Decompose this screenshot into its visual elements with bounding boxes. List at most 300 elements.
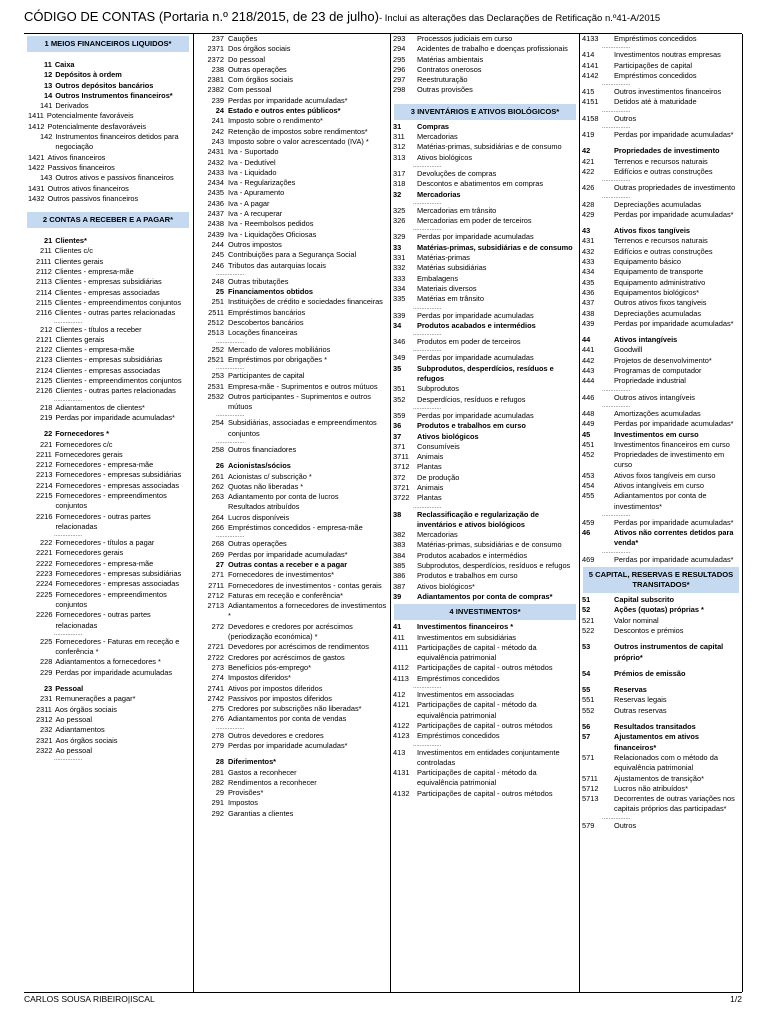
document-header xyxy=(24,8,754,30)
account-label: Ativos não correntes detidos para venda* xyxy=(614,528,734,548)
account-row xyxy=(194,55,390,65)
account-row xyxy=(194,328,390,338)
account-row xyxy=(391,132,579,142)
account-code: 229 xyxy=(40,667,53,677)
account-row xyxy=(194,513,390,523)
account-code: 54 xyxy=(582,668,591,678)
account-label: Iva - Dedutível xyxy=(228,157,276,167)
account-code: 23 xyxy=(44,684,53,694)
account-code: 2116 xyxy=(36,308,52,318)
account-label: Subprodutos, desperdícios, resíduos e refugos xyxy=(417,561,571,571)
account-row xyxy=(24,163,192,173)
account-label: Outros xyxy=(614,113,637,123)
account-label: Clientes - empresas associadas xyxy=(55,365,161,375)
account-label: Fornecedores - empresas associadas xyxy=(55,480,180,490)
account-code: 421 xyxy=(582,156,595,166)
account-row xyxy=(580,114,742,124)
ellipsis-divider: ................. xyxy=(413,199,442,206)
account-label: Produtos e trabalhos em curso xyxy=(417,571,518,581)
account-row xyxy=(24,538,192,548)
account-row xyxy=(194,798,390,808)
account-label: Perdas por imparidade acumuladas xyxy=(417,310,534,320)
account-code: 232 xyxy=(40,725,53,735)
account-code: 449 xyxy=(582,419,595,429)
account-code: 4113 xyxy=(393,673,409,683)
account-label: Empréstimos bancários xyxy=(228,307,306,317)
account-code: 279 xyxy=(211,741,224,750)
account-label: Resultados transitados xyxy=(614,722,696,732)
account-label: Animais xyxy=(417,482,444,492)
account-label: Instituições de crédito e sociedades financeiras xyxy=(228,297,383,307)
account-code: 2439 xyxy=(207,229,224,239)
account-label: Plantas xyxy=(417,493,442,503)
account-label: Plantas xyxy=(417,462,442,472)
account-row xyxy=(194,147,390,157)
account-code: 266 xyxy=(211,523,224,533)
account-label: Empréstimos por obrigações * xyxy=(228,354,327,364)
account-row xyxy=(580,278,742,288)
account-code: 294 xyxy=(393,44,406,54)
account-code: 143 xyxy=(40,173,53,183)
account-row xyxy=(24,236,192,246)
account-label: Iva - Reembolsos pedidos xyxy=(228,219,314,229)
account-row xyxy=(24,184,192,194)
ellipsis-divider: ................. xyxy=(413,347,442,354)
account-code: 2721 xyxy=(207,642,224,652)
account-label: Fornecedores - empresa-mãe xyxy=(55,558,154,568)
account-row xyxy=(580,669,742,679)
account-label: Matérias-primas, subsidiárias e de consumo xyxy=(417,242,573,252)
account-code: 253 xyxy=(211,371,224,381)
ellipsis-divider: ................. xyxy=(602,814,631,821)
account-label: Outros ativos e passivos financeiros xyxy=(55,173,174,183)
account-code: 2322 xyxy=(36,745,53,755)
ellipsis-divider: ................. xyxy=(413,162,442,169)
account-row xyxy=(24,111,192,121)
account-label: Mercadorias em trânsito xyxy=(417,205,497,215)
account-label: Contribuições para a Segurança Social xyxy=(228,250,357,260)
account-row xyxy=(391,700,579,721)
account-row xyxy=(24,132,192,153)
account-code: 276 xyxy=(211,714,224,724)
account-label: Clientes c/c xyxy=(54,246,93,256)
account-row xyxy=(194,570,390,580)
account-label: Outras operações xyxy=(228,64,287,74)
account-code: 254 xyxy=(211,418,224,428)
account-label: Gastos a reconhecer xyxy=(228,767,297,777)
account-code: 292 xyxy=(211,808,224,818)
account-row xyxy=(194,127,390,137)
account-label: Fornecedores de investimentos* xyxy=(228,570,334,580)
account-code: 14 xyxy=(44,90,53,100)
ellipsis-divider: ................. xyxy=(413,684,442,691)
account-code: 241 xyxy=(211,116,224,126)
account-code: 2122 xyxy=(36,345,53,355)
account-code: 282 xyxy=(211,777,224,787)
account-row xyxy=(580,130,742,140)
account-code: 332 xyxy=(393,263,406,273)
account-row xyxy=(391,789,579,799)
account-code: 272 xyxy=(211,621,224,631)
account-row xyxy=(391,432,579,442)
ellipsis-divider: ................. xyxy=(602,548,631,555)
account-code: 1422 xyxy=(28,162,45,172)
account-label: Amortizações acumuladas xyxy=(614,408,701,418)
account-code: 3711 xyxy=(393,452,409,462)
account-row xyxy=(580,528,742,549)
account-label: Capital subscrito xyxy=(614,595,674,605)
account-label: Fornecedores gerais xyxy=(55,548,124,558)
account-code: 13 xyxy=(44,80,53,90)
account-label: Desperdícios, resíduos e refugos xyxy=(417,394,526,404)
account-code: 2431 xyxy=(207,147,224,157)
account-code: 431 xyxy=(582,236,595,246)
account-row xyxy=(24,122,192,132)
account-code: 1412 xyxy=(28,121,45,131)
account-code: 2722 xyxy=(207,652,224,662)
account-label: Potencialmente favoráveis xyxy=(46,111,134,121)
account-code: 432 xyxy=(582,246,595,256)
account-row xyxy=(391,540,579,550)
account-label: Com pessoal xyxy=(228,85,272,95)
account-label: Propriedades de investimento xyxy=(614,146,720,156)
account-code: 53 xyxy=(582,642,591,652)
account-code: 2433 xyxy=(207,167,224,177)
account-row xyxy=(580,309,742,319)
account-label: Perdas por imparidade acumuladas* xyxy=(55,412,175,422)
account-label: Propriedades de investimento em curso xyxy=(614,450,725,470)
account-row xyxy=(194,560,390,570)
account-code: 248 xyxy=(211,276,224,286)
account-label: Fornecedores de investimentos - contas gerais xyxy=(228,580,382,590)
column-1 xyxy=(24,34,192,992)
account-label: Produtos em poder de terceiros xyxy=(417,337,521,347)
account-code: 274 xyxy=(211,673,224,683)
account-label: Outros participantes - Suprimentos e outros mútuos xyxy=(228,391,371,412)
ellipsis-divider: ................. xyxy=(413,226,442,233)
account-code: 55 xyxy=(582,685,591,695)
account-label: Adiantamentos por conta de compras* xyxy=(417,591,553,601)
account-code: 271 xyxy=(211,570,224,580)
account-code: 2114 xyxy=(36,287,52,297)
account-row xyxy=(194,714,390,724)
account-label: Perdas por imparidade acumuladas* xyxy=(228,95,348,105)
account-code: 2432 xyxy=(207,157,224,167)
account-row xyxy=(580,794,742,815)
account-label: Terrenos e recursos naturais xyxy=(614,236,708,246)
account-row xyxy=(391,561,579,571)
account-label: Outras operações xyxy=(228,539,287,549)
account-code: 258 xyxy=(211,444,224,454)
account-label: Aos órgãos sociais xyxy=(55,735,118,745)
account-code: 4158 xyxy=(582,113,599,123)
account-code: 387 xyxy=(393,581,406,591)
account-label: Adiantamentos de clientes* xyxy=(55,402,145,412)
account-label: Provisões* xyxy=(228,788,264,798)
account-row xyxy=(194,741,390,751)
account-code: 2321 xyxy=(36,735,53,745)
account-row xyxy=(194,704,390,714)
account-label: Outras propriedades de investimento xyxy=(614,183,736,193)
account-label: Participações de capital - método da equivalência patrimonial xyxy=(417,642,537,663)
account-row xyxy=(391,34,579,44)
account-label: Perdas por imparidade acumuladas* xyxy=(614,517,734,527)
account-row xyxy=(580,97,742,107)
account-code: 2741 xyxy=(207,683,224,693)
account-row xyxy=(580,722,742,732)
account-label: Mercadorias xyxy=(417,132,458,142)
account-label: Ativos fixos tangíveis xyxy=(614,226,690,236)
account-row xyxy=(194,472,390,482)
account-row xyxy=(194,34,390,44)
account-code: 414 xyxy=(582,50,595,60)
account-label: Credores por acréscimos de gastos xyxy=(228,652,345,662)
account-code: 2742 xyxy=(207,693,224,703)
account-label: Clientes - empresas subsidiárias xyxy=(55,355,163,365)
account-code: 433 xyxy=(582,257,595,267)
account-label: Iva - A recuperar xyxy=(228,209,283,219)
account-label: Compras xyxy=(417,121,450,131)
account-label: Projetos de desenvolvimento* xyxy=(614,355,712,365)
ellipsis-divider: ................. xyxy=(602,81,631,88)
account-code: 428 xyxy=(582,199,595,209)
account-row xyxy=(194,85,390,95)
account-row xyxy=(391,582,579,592)
account-code: 263 xyxy=(211,492,224,502)
account-label: Fornecedores gerais xyxy=(54,449,123,459)
account-code: 2311 xyxy=(36,704,52,714)
account-label: Ao pessoal xyxy=(55,745,93,755)
account-row xyxy=(194,250,390,260)
account-code: 325 xyxy=(393,205,406,215)
account-code: 521 xyxy=(582,615,595,625)
account-code: 439 xyxy=(582,318,595,328)
account-code: 2372 xyxy=(207,54,224,64)
account-code: 4121 xyxy=(393,700,410,710)
account-row xyxy=(24,298,192,308)
ellipsis-divider: ................. xyxy=(216,724,245,731)
account-label: Iva - Liquidações Oficiosas xyxy=(228,229,317,239)
account-row xyxy=(580,356,742,366)
account-row xyxy=(580,518,742,528)
account-label: Perdas por imparidade acumuladas* xyxy=(614,554,734,564)
ellipsis-divider: ................. xyxy=(54,756,83,763)
account-label: Devoluções de compras xyxy=(417,168,497,178)
account-label: Produtos acabados e intermédios xyxy=(417,320,536,330)
account-code: 142 xyxy=(40,132,53,142)
account-label: Iva - Regularizações xyxy=(228,178,296,188)
account-label: Perdas por imparidade acumuladas* xyxy=(228,741,348,750)
account-code: 51 xyxy=(582,595,591,605)
account-label: Empréstimos concedidos xyxy=(417,731,500,741)
account-label: Descontos e abatimentos em compras xyxy=(417,179,544,189)
account-code: 56 xyxy=(582,722,591,732)
account-label: Rendimentos a reconhecer xyxy=(228,777,317,787)
account-code: 4123 xyxy=(393,731,410,741)
account-code: 454 xyxy=(582,480,595,490)
account-row xyxy=(391,44,579,54)
account-row xyxy=(580,226,742,236)
account-code: 29 xyxy=(215,788,224,798)
account-label: Iva - Suportado xyxy=(228,147,279,157)
account-row xyxy=(580,236,742,246)
account-row xyxy=(194,788,390,798)
account-label: Mercadorias em poder de terceiros xyxy=(417,216,532,226)
account-label: Adiantamentos por conta de vendas xyxy=(228,714,347,724)
account-label: Ativos por impostos diferidos xyxy=(228,683,323,693)
account-code: 346 xyxy=(393,337,406,347)
account-row xyxy=(580,298,742,308)
account-row xyxy=(24,579,192,589)
account-row xyxy=(580,616,742,626)
account-code: 4151 xyxy=(582,97,599,107)
account-label: Investimentos em curso xyxy=(614,429,699,439)
account-code: 333 xyxy=(393,273,406,283)
ellipsis-divider: ................. xyxy=(54,532,83,539)
account-code: 291 xyxy=(211,798,224,808)
account-row xyxy=(580,706,742,716)
account-row xyxy=(194,757,390,767)
account-row xyxy=(580,157,742,167)
account-label: Reservas legais xyxy=(614,695,667,705)
ellipsis-divider: ................. xyxy=(54,630,83,637)
account-row xyxy=(391,622,579,632)
account-code: 27 xyxy=(215,559,224,569)
account-code: 469 xyxy=(582,554,595,564)
account-code: 383 xyxy=(393,540,406,550)
account-row xyxy=(24,470,192,480)
account-label: Imposto sobre o valor acrescentado (IVA) * xyxy=(228,136,369,146)
account-label: Ajustamentos em ativos financeiros* xyxy=(614,732,700,752)
account-row xyxy=(194,684,390,694)
account-label: Clientes* xyxy=(55,236,87,246)
account-label: Perdas por imparidade acumuladas xyxy=(417,232,534,242)
account-label: Participações de capital - método da equivalência patrimonial xyxy=(417,768,537,788)
account-label: Perdas por imparidade acumuladas* xyxy=(614,209,734,219)
account-label: Empréstimos concedidos - empresa-mãe xyxy=(228,523,363,533)
account-label: Passivos financeiros xyxy=(47,162,115,172)
account-code: 38 xyxy=(393,509,402,519)
account-code: 4111 xyxy=(393,642,409,652)
account-row xyxy=(194,345,390,355)
account-code: 269 xyxy=(211,549,224,559)
account-code: 422 xyxy=(582,166,595,176)
account-row xyxy=(24,345,192,355)
account-row xyxy=(194,371,390,381)
account-row xyxy=(194,158,390,168)
account-row xyxy=(580,61,742,71)
account-row xyxy=(391,592,579,602)
account-code: 419 xyxy=(582,130,595,140)
account-row xyxy=(580,450,742,471)
ellipsis-divider: ................. xyxy=(602,193,631,200)
account-row xyxy=(580,409,742,419)
account-row xyxy=(24,512,192,533)
account-row xyxy=(580,419,742,429)
account-code: 2125 xyxy=(36,376,53,386)
ellipsis-divider: ................. xyxy=(216,438,245,445)
account-code: 2434 xyxy=(207,178,224,188)
account-label: Investimentos em entidades conjuntamente controladas xyxy=(417,747,560,767)
account-label: Pessoal xyxy=(55,684,84,694)
account-code: 571 xyxy=(582,752,595,762)
account-row xyxy=(194,297,390,307)
account-code: 36 xyxy=(393,421,402,431)
account-label: Instrumentos financeiros detidos para negociação xyxy=(55,132,179,152)
account-code: 238 xyxy=(211,64,224,74)
account-row xyxy=(194,581,390,591)
account-label: Produtos e trabalhos em curso xyxy=(417,421,526,431)
account-row xyxy=(194,392,390,413)
account-row xyxy=(24,194,192,204)
account-label: Participações de capital - outros métodos xyxy=(417,663,553,673)
account-label: Outros impostos xyxy=(228,239,282,249)
account-row xyxy=(391,65,579,75)
account-code: 2115 xyxy=(36,297,52,307)
spacer xyxy=(391,96,579,102)
account-label: Outros instrumentos de capital próprio* xyxy=(614,642,724,662)
account-code: 437 xyxy=(582,298,595,308)
account-label: Ativos intangíveis em curso xyxy=(614,480,704,490)
account-code: 278 xyxy=(211,730,224,740)
account-label: Descobertos bancários xyxy=(228,318,304,328)
account-label: Dos órgãos sociais xyxy=(228,44,291,54)
section-heading: 3 INVENTÁRIOS E ATIVOS BIOLÓGICOS* xyxy=(394,104,576,120)
account-row xyxy=(391,510,579,531)
account-row xyxy=(194,694,390,704)
account-row xyxy=(194,445,390,455)
account-code: 298 xyxy=(393,85,406,95)
account-label: Investimentos financeiros * xyxy=(417,622,514,632)
account-code: 2111 xyxy=(36,256,52,266)
account-code: 28 xyxy=(215,757,224,767)
account-row xyxy=(194,482,390,492)
account-label: Retenção de impostos sobre rendimentos* xyxy=(228,126,368,136)
account-row xyxy=(580,288,742,298)
account-label: Ao pessoal xyxy=(55,714,93,724)
account-row xyxy=(580,183,742,193)
account-row xyxy=(391,530,579,540)
account-code: 1411 xyxy=(28,111,44,121)
account-label: Benefícios pós-emprego* xyxy=(228,662,311,672)
account-code: 3722 xyxy=(393,493,410,503)
account-row xyxy=(391,571,579,581)
account-row xyxy=(580,345,742,355)
account-row xyxy=(580,200,742,210)
account-row xyxy=(24,746,192,756)
account-label: Equipamento administrativo xyxy=(614,277,706,287)
account-label: Fornecedores - outras partes relacionadas xyxy=(55,511,151,531)
account-row xyxy=(391,311,579,321)
account-label: Outros ativos intangíveis xyxy=(614,392,695,402)
account-label: Iva - Liquidado xyxy=(228,167,277,177)
ellipsis-divider: ................. xyxy=(54,318,83,325)
account-label: Depreciações acumuladas xyxy=(614,308,702,318)
account-code: 251 xyxy=(211,297,224,307)
account-code: 2435 xyxy=(207,188,224,198)
account-row xyxy=(24,460,192,470)
accounts-table xyxy=(24,33,742,993)
account-label: Ativos biológicos* xyxy=(417,581,475,591)
account-code: 442 xyxy=(582,355,595,365)
account-row xyxy=(194,502,390,512)
account-code: 268 xyxy=(211,539,224,549)
account-label: Matérias ambientais xyxy=(417,54,484,64)
account-row xyxy=(194,591,390,601)
account-label: Programas de computador xyxy=(614,366,702,376)
account-code: 371 xyxy=(393,441,406,451)
account-code: 32 xyxy=(393,189,402,199)
